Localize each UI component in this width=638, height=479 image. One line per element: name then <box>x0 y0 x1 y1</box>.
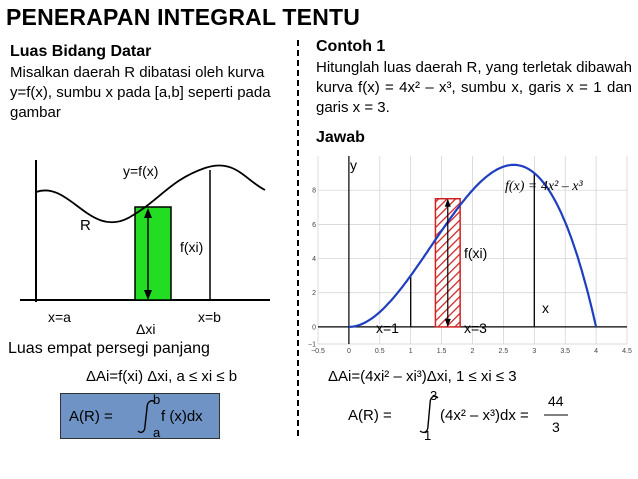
x1-label: x=1 <box>376 320 399 336</box>
result-numerator: 44 <box>548 393 564 409</box>
x-tick-label: −0.5 <box>311 348 325 355</box>
left-formula: ΔAi=f(xi) Δxi, a ≤ xi ≤ b <box>86 368 238 385</box>
integral-lower: a <box>153 425 161 438</box>
x-tick-label: 3.5 <box>560 348 571 355</box>
right-integral-upper: 3 <box>430 388 438 403</box>
right-bound-label: x=b <box>198 309 221 325</box>
x-tick-label: 2.5 <box>498 348 509 355</box>
integral-formula-box <box>60 393 220 439</box>
right-integral-lhs: A(R) = <box>348 407 392 424</box>
x-tick-label: 1.5 <box>436 348 447 355</box>
left-heading: Luas Bidang Datar <box>10 43 152 60</box>
curve-label: y=f(x) <box>123 163 159 179</box>
x-tick-label: 0 <box>346 348 351 355</box>
integral-upper: b <box>153 394 161 407</box>
left-bound-label: x=a <box>48 309 71 325</box>
x-tick-label: 3 <box>532 348 537 355</box>
page-title: PENERAPAN INTEGRAL TENTU <box>6 4 361 30</box>
right-formula: ΔAi=(4xi² – xi³)Δxi, 1 ≤ xi ≤ 3 <box>328 368 517 385</box>
y-tick-label: 6 <box>312 221 316 229</box>
y-tick-label: 0 <box>312 324 316 332</box>
integral-integrand: f (x)dx <box>161 408 203 425</box>
y-axis-label: y <box>350 157 357 173</box>
x-tick-label: 4 <box>594 348 599 355</box>
x-tick-label: 2 <box>470 348 475 355</box>
example-text: Hitunglah luas daerah R, yang terletak dibawah kurva f(x) = 4x² – x³, sumbu x, garis x = 1 dan garis x = 3. <box>316 59 632 116</box>
result-denominator: 3 <box>552 419 560 435</box>
function-chart <box>302 148 632 360</box>
diagram-rectangle <box>135 207 171 300</box>
answer-heading: Jawab <box>316 129 365 146</box>
x-tick-label: 4.5 <box>622 348 632 355</box>
y-tick-label: 2 <box>312 290 316 298</box>
chart-height-label: f(xi) <box>464 245 488 261</box>
right-integral-lower: 1 <box>424 428 432 440</box>
x-tick-label: 1 <box>408 348 413 355</box>
section-divider <box>297 40 299 436</box>
y-tick-label: 8 <box>312 187 316 195</box>
function-label: f(x) = 4x² – x³ <box>505 179 583 194</box>
left-description: Misalkan daerah R dibatasi oleh kurva y=f(x), sumbu x pada [a,b] seperti pada gambar <box>10 64 271 121</box>
example-heading: Contoh 1 <box>316 38 386 55</box>
region-label: R <box>80 217 91 234</box>
right-integral <box>340 388 580 440</box>
area-diagram <box>20 160 275 340</box>
area-caption: Luas empat persegi panjang <box>8 340 210 357</box>
integral-lhs: A(R) = <box>69 408 113 425</box>
y-tick-label: 4 <box>312 256 316 264</box>
width-label: Δxi <box>136 321 156 337</box>
x3-label: x=3 <box>464 320 487 336</box>
x-axis-label: x <box>542 300 549 316</box>
right-integral-integrand: (4x² – x³)dx = <box>440 407 529 424</box>
x-tick-label: 0.5 <box>374 348 385 355</box>
height-label: f(xi) <box>180 239 204 255</box>
y-tick-label: −1 <box>308 341 316 349</box>
